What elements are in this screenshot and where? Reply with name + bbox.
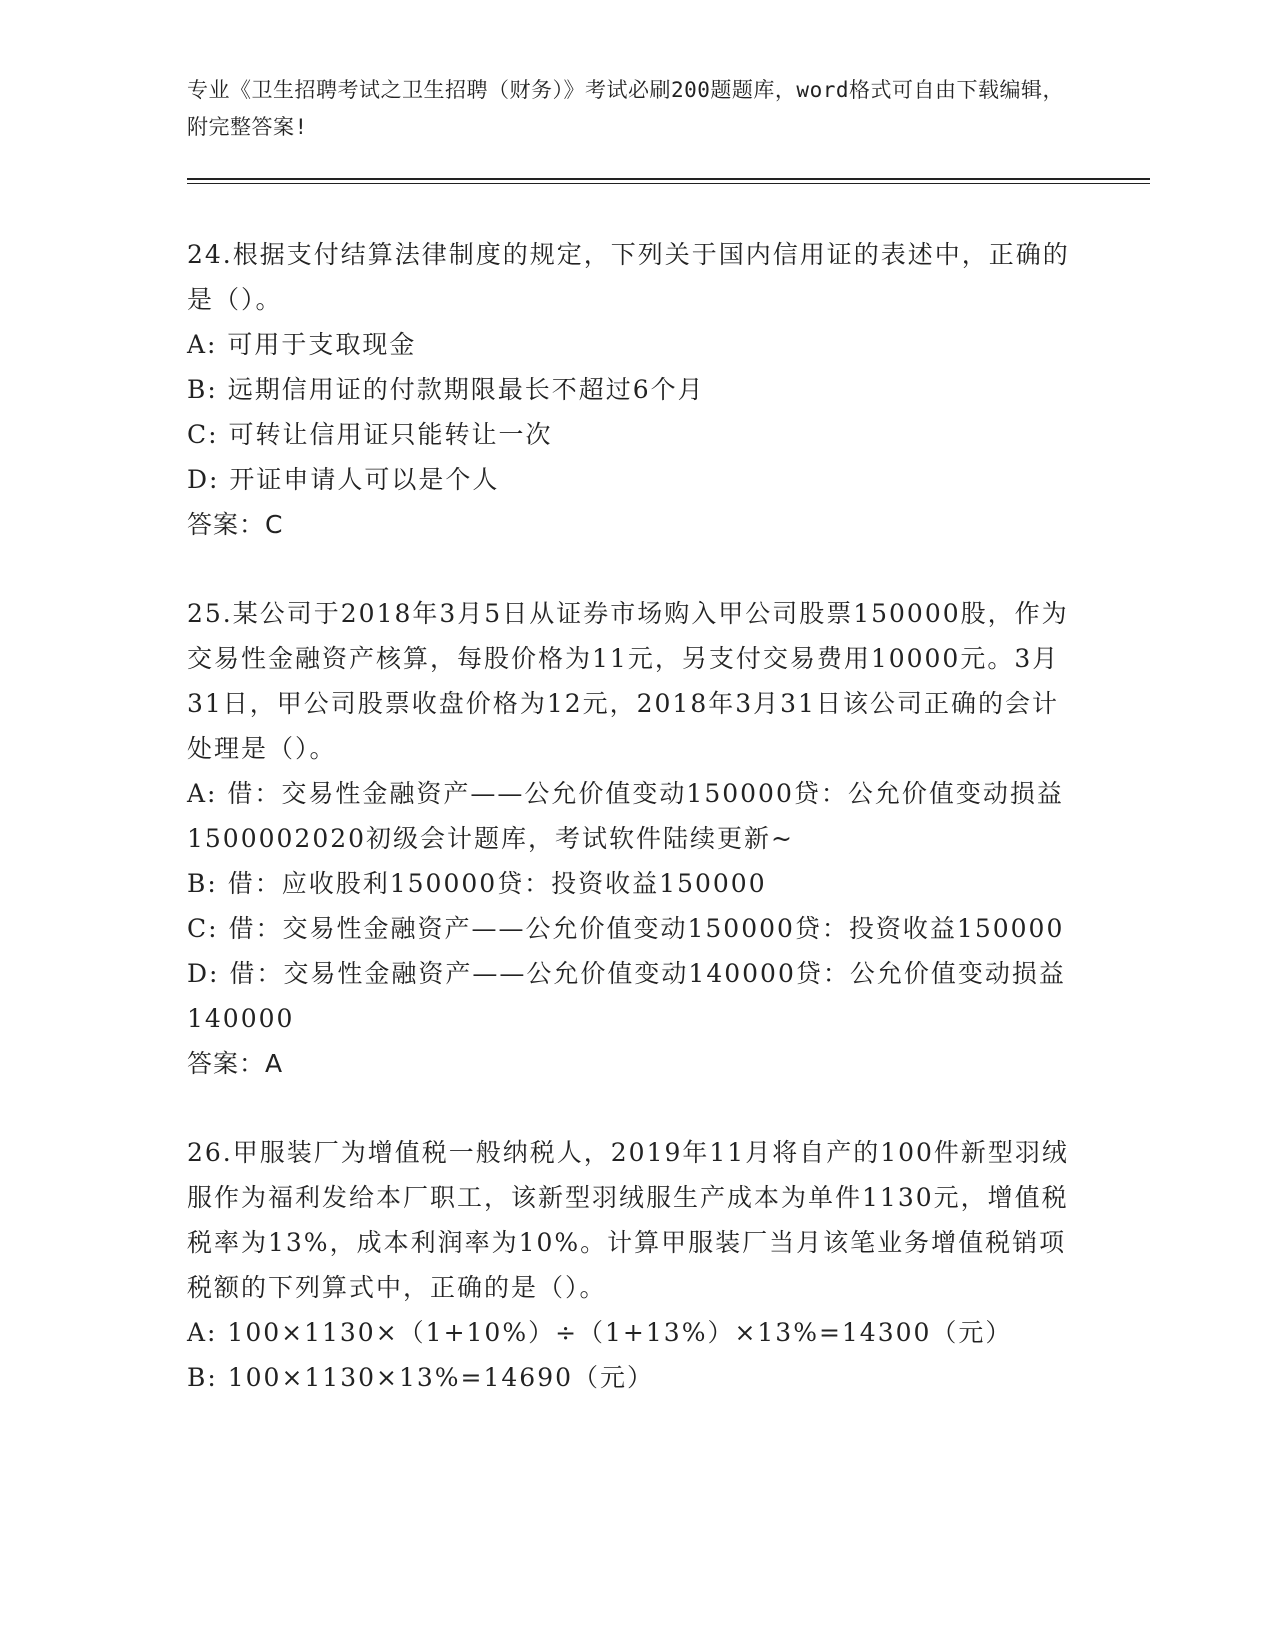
question-text: 25.某公司于2018年3月5日从证券市场购入甲公司股票150000股，作为交易性金融资产核算，每股价格为11元，另支付交易费用10000元。3月31日，甲公司股票收盘价格为12元，2018年3月31日该公司正确的会计处理是（）。 — [187, 599, 1069, 763]
answer-label: 答案：A — [187, 1049, 284, 1078]
option-b: B: 100×1130×13%=14690（元） — [187, 1363, 655, 1392]
question-24 — [187, 232, 1077, 547]
question-text: 24.根据支付结算法律制度的规定，下列关于国内信用证的表述中，正确的是（）。 — [187, 240, 1070, 314]
option-d: D: 借：交易性金融资产——公允价值变动140000贷：公允价值变动损益140000 — [187, 959, 1066, 1033]
question-list — [187, 232, 1077, 1444]
header-divider-thin — [187, 183, 1150, 184]
question-26 — [187, 1130, 1077, 1400]
answer-label: 答案：C — [187, 510, 284, 539]
option-b: B: 借：应收股利150000贷：投资收益150000 — [187, 869, 767, 898]
document-header: 专业《卫生招聘考试之卫生招聘（财务）》考试必刷200题题库，word格式可自由下载编辑，附完整答案! — [187, 78, 1064, 139]
option-a: A: 100×1130×（1+10%）÷（1+13%）×13%=14300（元） — [187, 1318, 1013, 1347]
option-a: A: 可用于支取现金 — [187, 330, 417, 359]
question-text: 26.甲服装厂为增值税一般纳税人，2019年11月将自产的100件新型羽绒服作为福利发给本厂职工，该新型羽绒服生产成本为单件1130元，增值税税率为13%，成本利润率为10%。计算甲服装厂当月该笔业务增值税销项税额的下列算式中，正确的是（）。 — [187, 1138, 1069, 1302]
question-25 — [187, 591, 1077, 1086]
option-c: C: 借：交易性金融资产——公允价值变动150000贷：投资收益150000 — [187, 914, 1065, 943]
option-c: C: 可转让信用证只能转让一次 — [187, 420, 553, 449]
option-a: A: 借：交易性金融资产——公允价值变动150000贷：公允价值变动损益1500002020初级会计题库，考试软件陆续更新~ — [187, 779, 1064, 853]
option-d: D: 开证申请人可以是个人 — [187, 465, 500, 494]
option-b: B: 远期信用证的付款期限最长不超过6个月 — [187, 375, 705, 404]
header-divider-thick — [187, 178, 1150, 180]
